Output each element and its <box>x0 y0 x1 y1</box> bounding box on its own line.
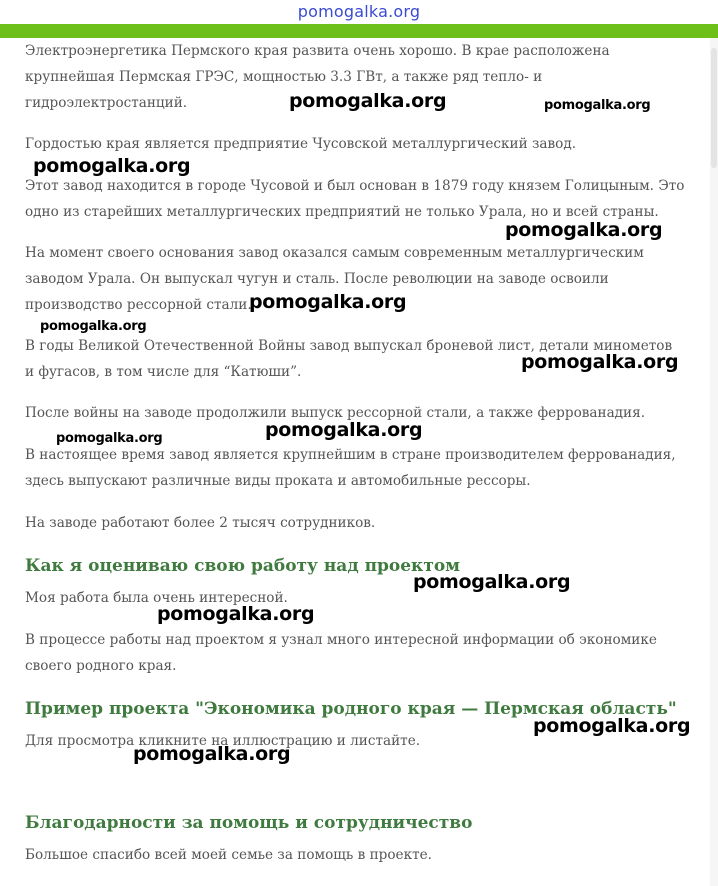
heading-example: Пример проекта "Экономика родного края — Пермская область" <box>25 699 677 719</box>
watermark: pomogalka.org <box>33 155 191 177</box>
scrollbar[interactable] <box>710 38 718 886</box>
watermark: pomogalka.org <box>249 291 407 313</box>
paragraph-evaluation-1: Моя работа была очень интересной. <box>25 590 288 606</box>
paragraph-war: В годы Великой Отечественной Войны завод выпускал броневой лист, детали минометов и фугасов, в том числе для “Катюши”. <box>25 338 673 380</box>
top-bar <box>0 0 718 38</box>
site-logo[interactable]: pomogalka.org <box>297 2 421 21</box>
paragraph-employees: На заводе работают более 2 тысяч сотрудников. <box>25 515 376 531</box>
paragraph-example: Для просмотра кликните на иллюстрацию и листайте. <box>25 733 421 749</box>
watermark: pomogalka.org <box>157 603 315 625</box>
paragraph-evaluation-2: В процессе работы над проектом я узнал много интересной информации об экономике своего родного края. <box>25 632 657 674</box>
watermark: pomogalka.org <box>265 419 423 441</box>
watermark: pomogalka.org <box>521 351 679 373</box>
paragraph-present: В настоящее время завод является крупнейшим в стране производителем феррованадия, здесь выпускают различные виды проката и автомобильные рессоры. <box>25 447 676 489</box>
watermark: pomogalka.org <box>413 571 571 593</box>
paragraph-thanks: Большое спасибо всей моей семье за помощь в проекте. <box>25 847 432 863</box>
watermark: pomogalka.org <box>56 431 163 446</box>
accent-bar <box>0 24 718 38</box>
watermark: pomogalka.org <box>289 90 447 112</box>
watermark: pomogalka.org <box>544 98 651 113</box>
paragraph-energy: Электроэнергетика Пермского края развита очень хорошо. В крае расположена крупнейшая Пермская ГРЭС, мощностью 3.3 ГВт, а также ряд тепло- и гидроэлектростанций. <box>25 43 610 111</box>
paragraph-founding: Этот завод находится в городе Чусовой и был основан в 1879 году князем Голицыным. Это одно из старейших металлургических предприятий не только Урала, но и всей страны. <box>25 178 685 220</box>
watermark: pomogalka.org <box>40 319 147 334</box>
watermark: pomogalka.org <box>133 743 291 765</box>
heading-evaluation: Как я оцениваю свою работу над проектом <box>25 556 460 576</box>
scrollbar-thumb[interactable] <box>711 48 717 168</box>
heading-thanks: Благодарности за помощь и сотрудничество <box>25 813 473 833</box>
watermark: pomogalka.org <box>505 219 663 241</box>
paragraph-postwar: После войны на заводе продолжили выпуск рессорной стали, а также феррованадия. <box>25 405 646 421</box>
paragraph-modern: На момент своего основания завод оказался самым современным металлургическим заводом Урала. Он выпускал чугун и сталь. После революции на заводе освоили производство рессорной стали. <box>25 245 644 313</box>
paragraph-pride: Гордостью края является предприятие Чусовской металлургический завод. <box>25 136 577 152</box>
watermark: pomogalka.org <box>533 715 691 737</box>
